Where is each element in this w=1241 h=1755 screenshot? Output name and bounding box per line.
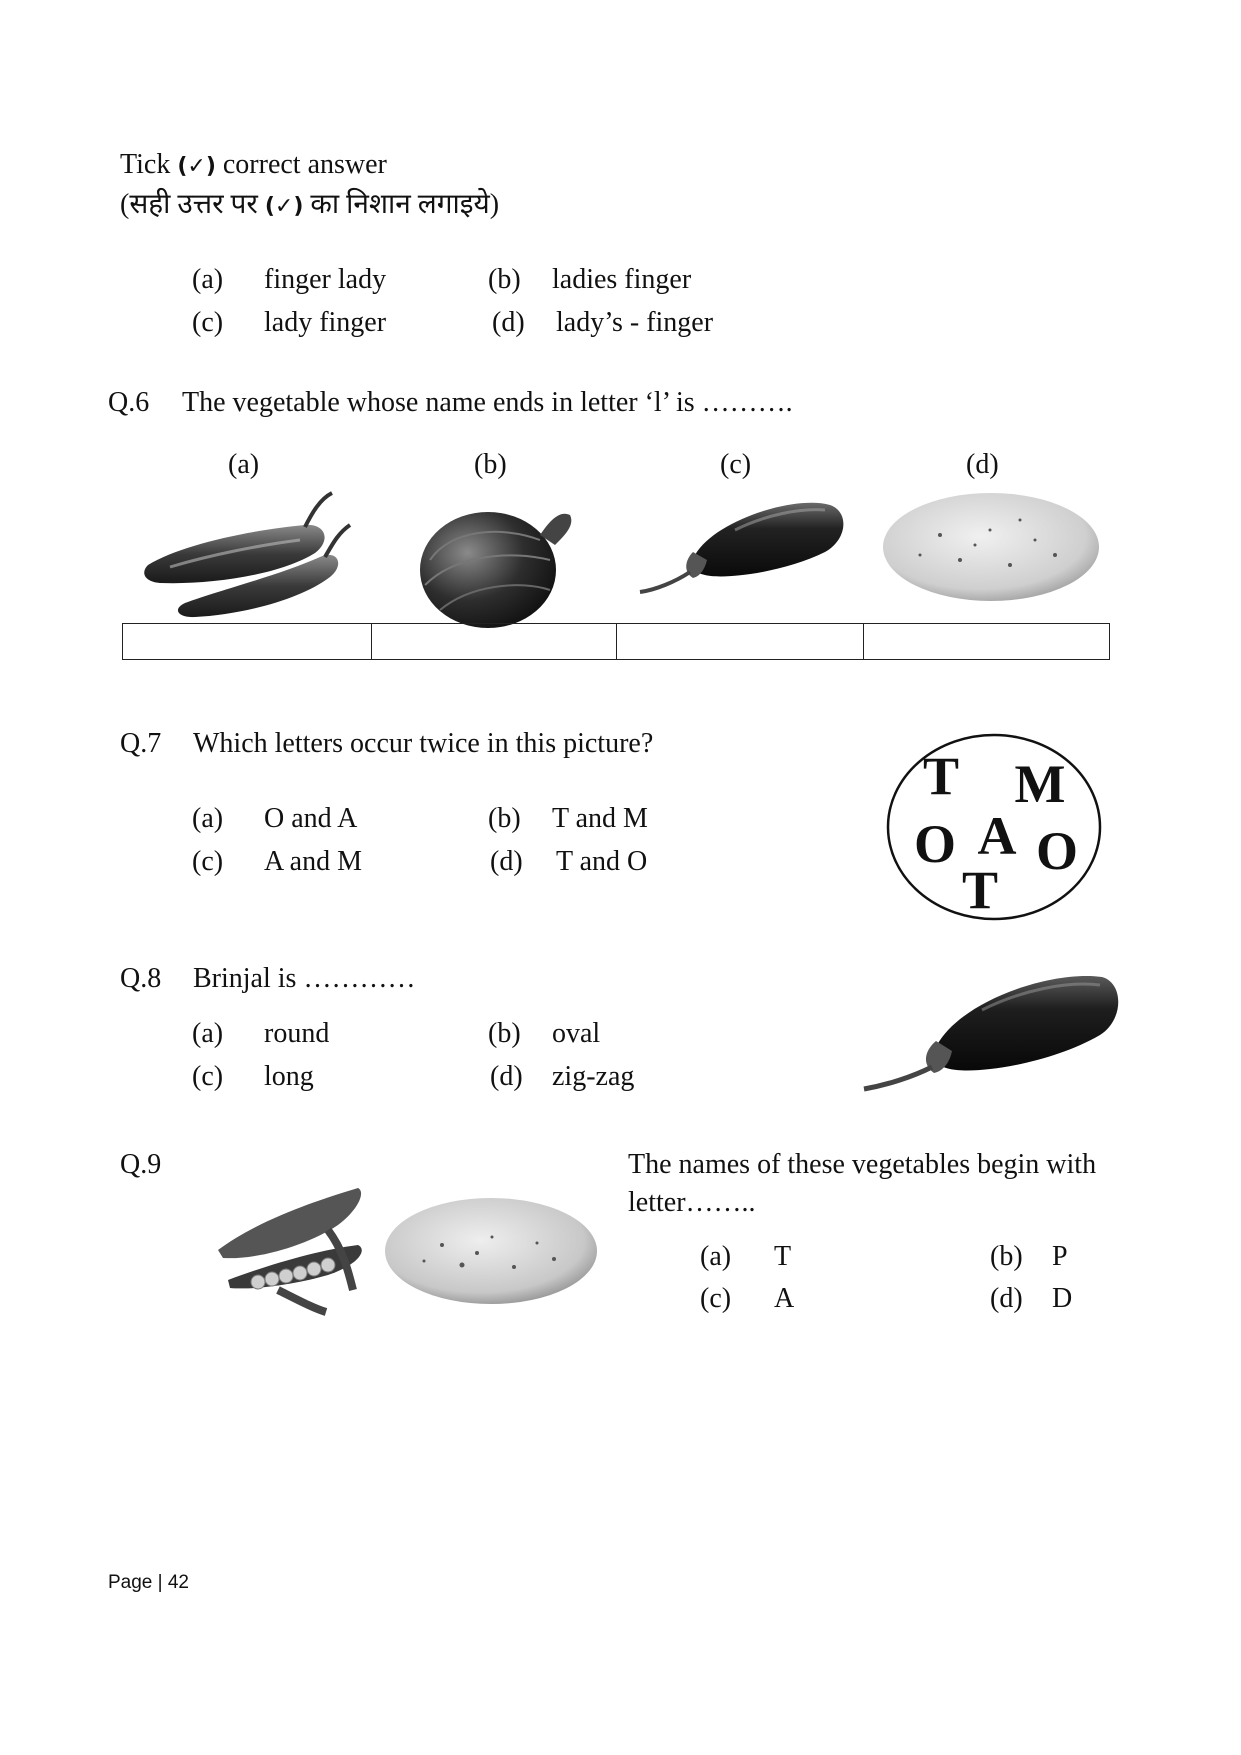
circle-letter-a: A — [977, 806, 1017, 866]
q6-answer-boxes — [122, 623, 1110, 660]
option-text[interactable]: T and M — [552, 803, 648, 834]
option-text[interactable]: round — [264, 1018, 330, 1049]
answer-box-c[interactable] — [617, 624, 864, 660]
circle-letter-o-right: O — [1035, 821, 1079, 881]
question-number: Q.9 — [120, 1149, 162, 1180]
option-key[interactable]: (c) — [192, 846, 224, 877]
option-text[interactable]: lady finger — [264, 307, 387, 338]
option-key[interactable]: (b) — [488, 1018, 521, 1049]
option-text[interactable]: A and M — [264, 846, 362, 877]
circle-letter-o-left: O — [913, 814, 957, 874]
option-key[interactable]: (b) — [488, 264, 521, 295]
instruction-hindi-text: का निशान लगाइये) — [310, 189, 500, 220]
tick-mark-icon: (✓) — [264, 194, 304, 219]
instruction-hindi-text: (सही उत्तर पर — [120, 189, 258, 220]
option-key[interactable]: (a) — [192, 1018, 224, 1049]
question-text: letter…….. — [628, 1187, 756, 1218]
question-text: The names of these vegetables begin with — [628, 1149, 1097, 1180]
option-key[interactable]: (d) — [490, 1061, 523, 1092]
letters-circle-image — [885, 732, 1103, 922]
brinjal-image — [635, 490, 850, 600]
peas-image — [208, 1180, 378, 1315]
option-key[interactable]: (d) — [492, 307, 525, 338]
tick-mark-icon: (✓) — [177, 154, 216, 179]
circle-letter-t-bottom: T — [961, 860, 999, 920]
instruction-line-1 — [120, 148, 387, 184]
answer-box-b[interactable] — [372, 624, 617, 660]
option-key[interactable]: (a) — [192, 264, 224, 295]
option-key[interactable]: (c) — [192, 307, 224, 338]
picture-label-d: (d) — [966, 449, 999, 480]
option-key[interactable]: (a) — [700, 1241, 732, 1272]
option-text[interactable]: A — [774, 1283, 795, 1314]
answer-box-a[interactable] — [123, 624, 372, 660]
picture-label-b: (b) — [474, 449, 507, 480]
answer-box-d[interactable] — [864, 624, 1110, 660]
option-text[interactable]: ladies finger — [552, 264, 692, 295]
option-text[interactable]: T — [774, 1241, 792, 1272]
option-key[interactable]: (c) — [192, 1061, 224, 1092]
option-key[interactable]: (b) — [990, 1241, 1023, 1272]
option-text[interactable]: T and O — [556, 846, 648, 877]
onion-image — [410, 500, 590, 630]
option-key[interactable]: (d) — [490, 846, 523, 877]
question-text: Brinjal is ………… — [193, 963, 416, 994]
potato-image — [880, 490, 1102, 605]
question-text: The vegetable whose name ends in letter ‘l’ is ………. — [182, 387, 793, 418]
picture-label-c: (c) — [720, 449, 752, 480]
option-key[interactable]: (c) — [700, 1283, 732, 1314]
option-text[interactable]: finger lady — [264, 264, 387, 295]
option-text[interactable]: O and A — [264, 803, 358, 834]
instruction-text: Tick — [120, 149, 171, 180]
instruction-line-2 — [120, 188, 499, 224]
question-number: Q.6 — [108, 387, 150, 418]
option-text[interactable]: lady’s - finger — [556, 307, 714, 338]
question-number: Q.7 — [120, 728, 162, 759]
option-text[interactable]: oval — [552, 1018, 601, 1049]
option-key[interactable]: (a) — [192, 803, 224, 834]
brinjal-large-image — [862, 965, 1127, 1100]
page-number: Page | 42 — [108, 1572, 190, 1593]
potato-image-q9 — [382, 1195, 600, 1307]
picture-label-a: (a) — [228, 449, 260, 480]
option-key[interactable]: (d) — [990, 1283, 1023, 1314]
question-number: Q.8 — [120, 963, 162, 994]
chillies-image — [140, 485, 365, 620]
option-text[interactable]: zig-zag — [552, 1061, 635, 1092]
circle-letter-m: M — [1014, 754, 1066, 814]
option-text[interactable]: D — [1052, 1283, 1073, 1314]
instruction-text: correct answer — [222, 149, 387, 180]
option-text[interactable]: long — [264, 1061, 314, 1092]
question-text: Which letters occur twice in this picture? — [193, 728, 654, 759]
option-text[interactable]: P — [1052, 1241, 1068, 1272]
option-key[interactable]: (b) — [488, 803, 521, 834]
circle-letter-t-top: T — [922, 746, 960, 806]
